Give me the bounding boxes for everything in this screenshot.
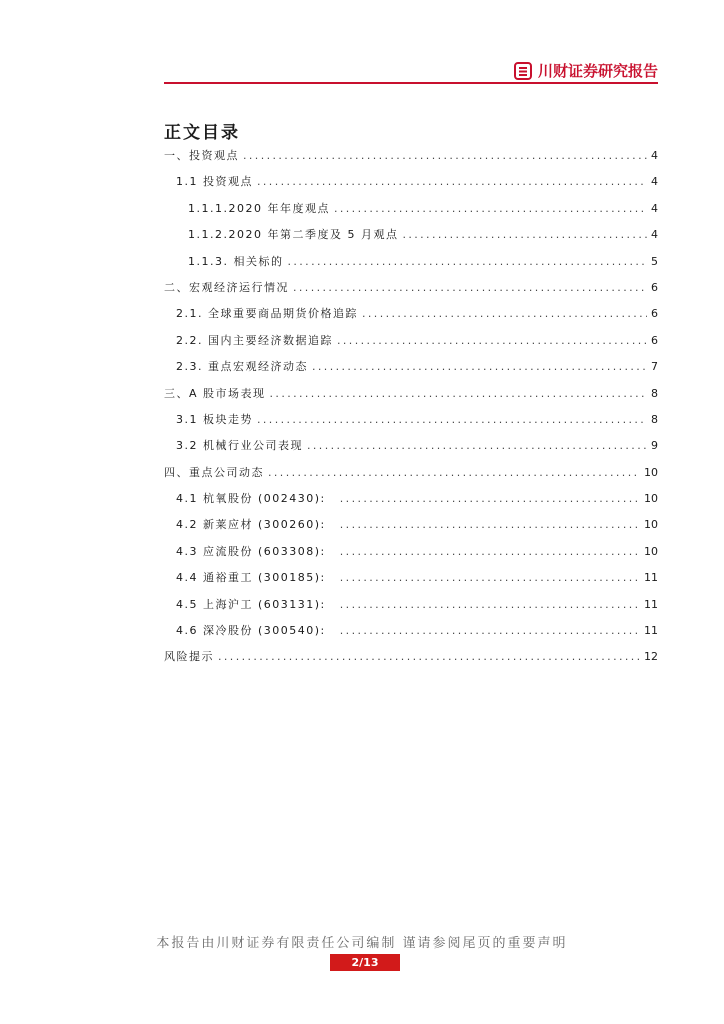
- toc-entry-label: 二、宏观经济运行情况: [164, 280, 289, 294]
- toc-leader-dots: [307, 433, 647, 459]
- toc-entry-page: 4: [651, 228, 658, 242]
- toc-leader-dots: [340, 565, 640, 591]
- toc-entry-page: 10: [644, 518, 658, 532]
- brand-name: 川财证券研究报告: [537, 62, 658, 80]
- toc-title: 正文目录: [164, 123, 240, 143]
- toc-entry[interactable]: [164, 354, 658, 380]
- toc-entry-page: 10: [644, 465, 658, 479]
- toc-entry[interactable]: [164, 143, 658, 169]
- chuancai-logo-icon: [514, 62, 532, 80]
- toc-entry[interactable]: [164, 169, 658, 195]
- toc-entry[interactable]: [164, 196, 658, 222]
- toc-entry-label: 4.5 上海沪工 (603131):: [176, 597, 326, 611]
- toc-entry-label: 1.1 投资观点: [176, 175, 253, 189]
- toc-entry-label: 2.2. 国内主要经济数据追踪: [176, 333, 333, 347]
- toc-entry-label: 4.1 杭氧股份 (002430):: [176, 492, 326, 506]
- toc-entry[interactable]: [164, 460, 658, 486]
- toc-entry-page: 6: [651, 307, 658, 321]
- toc-entry-label: 3.2 机械行业公司表现: [176, 439, 303, 453]
- toc-entry[interactable]: [164, 433, 658, 459]
- toc-entry-page: 10: [644, 492, 658, 506]
- toc-entry-label: 2.1. 全球重要商品期货价格追踪: [176, 307, 358, 321]
- table-of-contents: [164, 143, 658, 671]
- toc-entry-page: 10: [644, 544, 658, 558]
- toc-leader-dots: [218, 644, 640, 670]
- toc-leader-dots: [340, 592, 640, 618]
- toc-leader-dots: [340, 618, 640, 644]
- toc-entry-page: 11: [644, 624, 658, 638]
- toc-entry[interactable]: [164, 407, 658, 433]
- toc-entry-page: 11: [644, 571, 658, 585]
- toc-entry[interactable]: [164, 565, 658, 591]
- toc-entry[interactable]: [164, 301, 658, 327]
- toc-entry[interactable]: [164, 328, 658, 354]
- toc-entry-label: 3.1 板块走势: [176, 412, 253, 426]
- toc-entry[interactable]: [164, 381, 658, 407]
- toc-entry[interactable]: [164, 222, 658, 248]
- toc-leader-dots: [287, 249, 647, 275]
- toc-entry-page: 12: [644, 650, 658, 664]
- toc-leader-dots: [362, 301, 647, 327]
- toc-entry-page: 4: [651, 175, 658, 189]
- toc-entry-label: 4.3 应流股份 (603308):: [176, 544, 326, 558]
- toc-entry-page: 4: [651, 201, 658, 215]
- toc-entry[interactable]: [164, 512, 658, 538]
- toc-entry-label: 一、投资观点: [164, 149, 239, 162]
- toc-entry-page: 6: [651, 333, 658, 347]
- toc-entry-label: 1.1.3. 相关标的: [188, 254, 284, 268]
- toc-entry-page: 5: [651, 254, 658, 268]
- toc-leader-dots: [337, 328, 647, 354]
- toc-entry-label: 4.6 深冷股份 (300540):: [176, 624, 326, 638]
- toc-entry[interactable]: [164, 644, 658, 670]
- footer-statement: 本报告由川财证券有限责任公司编制 谨请参阅尾页的重要声明: [156, 936, 568, 951]
- toc-leader-dots: [340, 512, 640, 538]
- toc-entry-page: 9: [651, 439, 658, 453]
- toc-entry-page: 8: [651, 412, 658, 426]
- toc-entry-label: 4.4 通裕重工 (300185):: [176, 571, 326, 585]
- toc-entry-label: 1.1.2.2020 年第二季度及 5 月观点: [188, 228, 399, 242]
- toc-entry-label: 四、重点公司动态: [164, 465, 264, 479]
- toc-entry-page: 8: [651, 386, 658, 400]
- toc-entry[interactable]: [164, 539, 658, 565]
- toc-entry-page: 4: [651, 149, 658, 162]
- header-rule: [164, 82, 658, 84]
- toc-entry[interactable]: [164, 618, 658, 644]
- toc-leader-dots: [257, 169, 647, 195]
- toc-leader-dots: [243, 143, 647, 169]
- toc-entry-label: 风险提示: [164, 650, 214, 664]
- toc-leader-dots: [340, 486, 640, 512]
- toc-entry-label: 4.2 新莱应材 (300260):: [176, 518, 326, 532]
- toc-entry[interactable]: [164, 486, 658, 512]
- toc-entry-page: 11: [644, 597, 658, 611]
- toc-leader-dots: [340, 539, 640, 565]
- toc-entry-label: 1.1.1.2020 年年度观点: [188, 201, 330, 215]
- toc-leader-dots: [334, 196, 647, 222]
- header-brand: [514, 60, 658, 81]
- toc-leader-dots: [270, 381, 647, 407]
- toc-entry[interactable]: [164, 249, 658, 275]
- toc-entry[interactable]: [164, 275, 658, 301]
- toc-leader-dots: [402, 222, 647, 248]
- toc-leader-dots: [268, 460, 640, 486]
- toc-leader-dots: [293, 275, 647, 301]
- toc-leader-dots: [312, 354, 647, 380]
- toc-entry-label: 2.3. 重点宏观经济动态: [176, 360, 308, 374]
- toc-entry-page: 6: [651, 280, 658, 294]
- page-indicator: 2/13: [330, 954, 400, 971]
- toc-entry-page: 7: [651, 360, 658, 374]
- toc-entry[interactable]: [164, 592, 658, 618]
- toc-entry-label: 三、A 股市场表现: [164, 386, 266, 400]
- toc-leader-dots: [257, 407, 647, 433]
